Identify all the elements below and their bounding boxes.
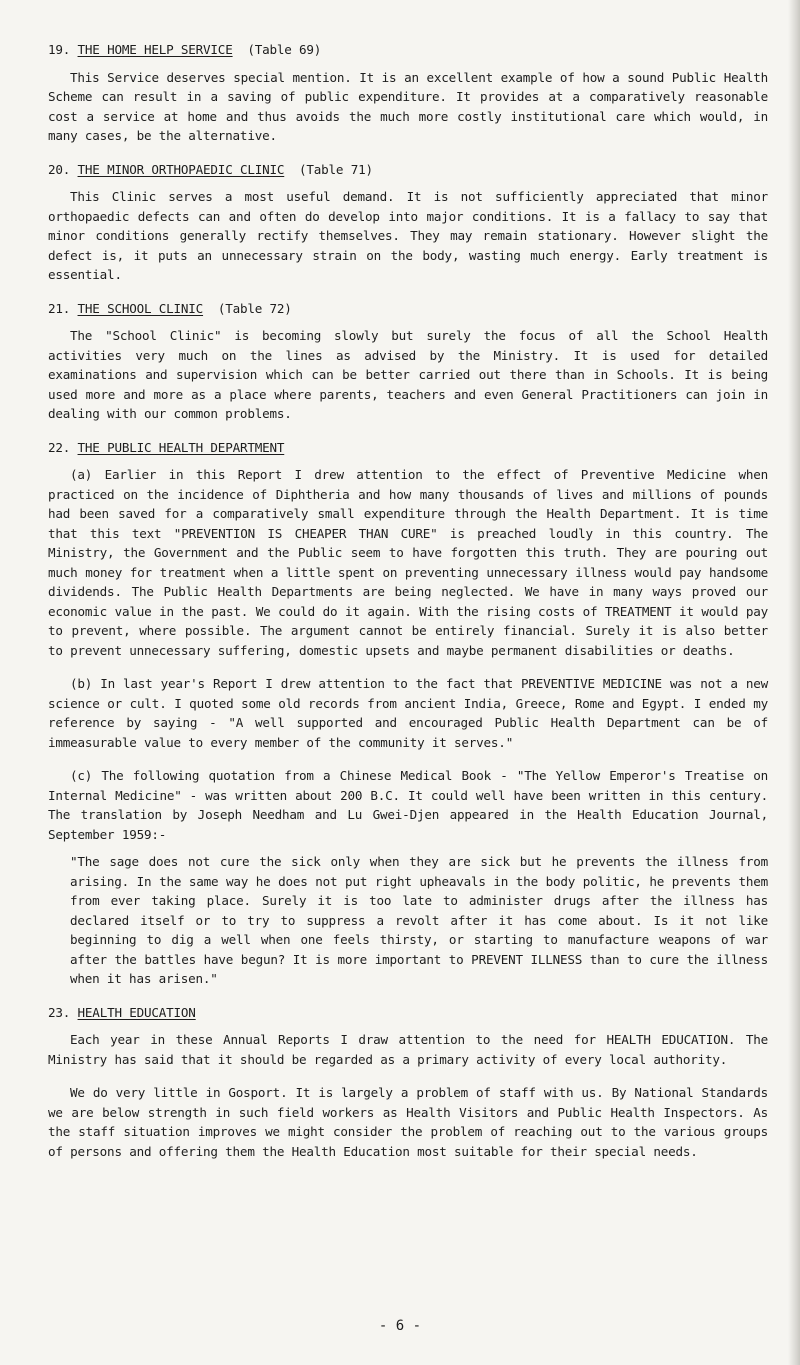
section-21 xyxy=(48,299,768,424)
section-number: 20. xyxy=(48,161,71,177)
table-reference: (Table 72) xyxy=(217,300,292,316)
paragraph: The "School Clinic" is becoming slowly but surely the focus of all the School Health activities very much on the lines as advised by the Ministry. It is used for detailed examinations and supervision which can be better carried out there than in Schools. It is being used more and more as a place where parents, teachers and even General Practitioners can join in dealing with our common problems. xyxy=(48,328,768,421)
section-heading xyxy=(48,1003,768,1023)
paragraph: Each year in these Annual Reports I draw attention to the need for HEALTH EDUCATION. The Ministry has said that it should be regarded as a primary activity of every local authority. xyxy=(48,1032,768,1067)
table-reference: (Table 69) xyxy=(247,42,322,57)
page-number: - 6 - xyxy=(378,1318,422,1334)
section-number: 22. xyxy=(48,439,71,455)
table-reference: (Table 71) xyxy=(299,161,373,177)
section-number: 23. xyxy=(48,1004,71,1020)
section-heading xyxy=(48,40,768,60)
page-edge-shadow xyxy=(788,0,800,1365)
section-22 xyxy=(48,438,768,989)
section-20 xyxy=(48,160,768,285)
section-number: 19. xyxy=(48,42,71,57)
section-title: THE SCHOOL CLINIC xyxy=(77,300,204,316)
paragraph-b: (b) In last year's Report I drew attention to the fact that PREVENTIVE MEDICINE was not a new science or cult. I quoted some old records from ancient India, Greece, Rome and Egypt. I ended my reference by saying - "A well supported and encouraged Public Health Department can be of immeasurable value to every member of the community it serves." xyxy=(48,676,768,750)
section-title: THE MINOR ORTHOPAEDIC CLINIC xyxy=(77,161,285,177)
paragraph: We do very little in Gosport. It is largely a problem of staff with us. By National Standards we are below strength in such field workers as Health Visitors and Public Health Inspectors. As the staff situation improves we might consider the problem of reaching out to the various groups of persons and offering them the Health Education most suitable for their special needs. xyxy=(48,1085,768,1159)
section-19 xyxy=(48,40,768,146)
section-title: HEALTH EDUCATION xyxy=(77,1004,196,1020)
report-body xyxy=(48,40,768,1175)
section-23 xyxy=(48,1003,768,1162)
paragraph: This Clinic serves a most useful demand. It is not sufficiently appreciated that minor orthopaedic defects can and often do develop into major conditions. It is a fallacy to say that minor conditions generally rectify themselves. They may remain stationary. However slight the defect is, it puts an unnecessary strain on the body, wasting much energy. Early treatment is essential. xyxy=(48,189,768,282)
paragraph-a: (a) Earlier in this Report I drew attention to the effect of Preventive Medicine when practiced on the incidence of Diphtheria and how many thousands of lives and millions of pounds had been saved for a comparatively small expenditure through the Health Department. It is time that this text "PREVENTION IS CHEAPER THAN CURE" is preached loudly in this country. The Ministry, the Government and the Public seem to have forgotten this truth. They are pouring out much money for treatment when a little spent on preventing unnecessary illness would pay handsome dividends. The Public Health Departments are being neglected. We have in many ways proved our economic value in the past. We could do it again. With the rising costs of TREATMENT it would pay to prevent, where possible. The argument cannot be entirely financial. Surely it is also better to prevent unnecessary suffering, domestic upsets and maybe permanent disabilities or deaths. xyxy=(48,467,768,658)
section-heading xyxy=(48,299,768,319)
section-heading xyxy=(48,160,768,180)
section-heading xyxy=(48,438,768,458)
section-title: THE PUBLIC HEALTH DEPARTMENT xyxy=(77,439,285,455)
section-number: 21. xyxy=(48,300,71,316)
paragraph: This Service deserves special mention. It is an excellent example of how a sound Public Health Scheme can result in a saving of public expenditure. It provides at a comparatively reasonable cost a service at home and thus avoids the much more costly institutional care which would, in many cases, be the alternative. xyxy=(48,69,768,143)
block-quote: "The sage does not cure the sick only when they are sick but he prevents the illness from arising. In the same way he does not put right upheavals in the body politic, he prevents them from ever taking place. Surely it is too late to administer drugs after the illness has declared itself or to try to suppress a revolt after it has come about. Is it not like beginning to dig a well when one feels thirsty, or starting to manufacture weapons of war after the battles have begun? It is more important to PREVENT ILLNESS than to cure the illness when it has arisen." xyxy=(70,854,768,986)
paragraph-c: (c) The following quotation from a Chinese Medical Book - "The Yellow Emperor's Treatise on Internal Medicine" - was written about 200 B.C. It could well have been written in this century. The translation by Joseph Needham and Lu Gwei-Djen appeared in the Health Education Journal, September 1959:- xyxy=(48,768,768,842)
section-title: THE HOME HELP SERVICE xyxy=(77,42,233,57)
